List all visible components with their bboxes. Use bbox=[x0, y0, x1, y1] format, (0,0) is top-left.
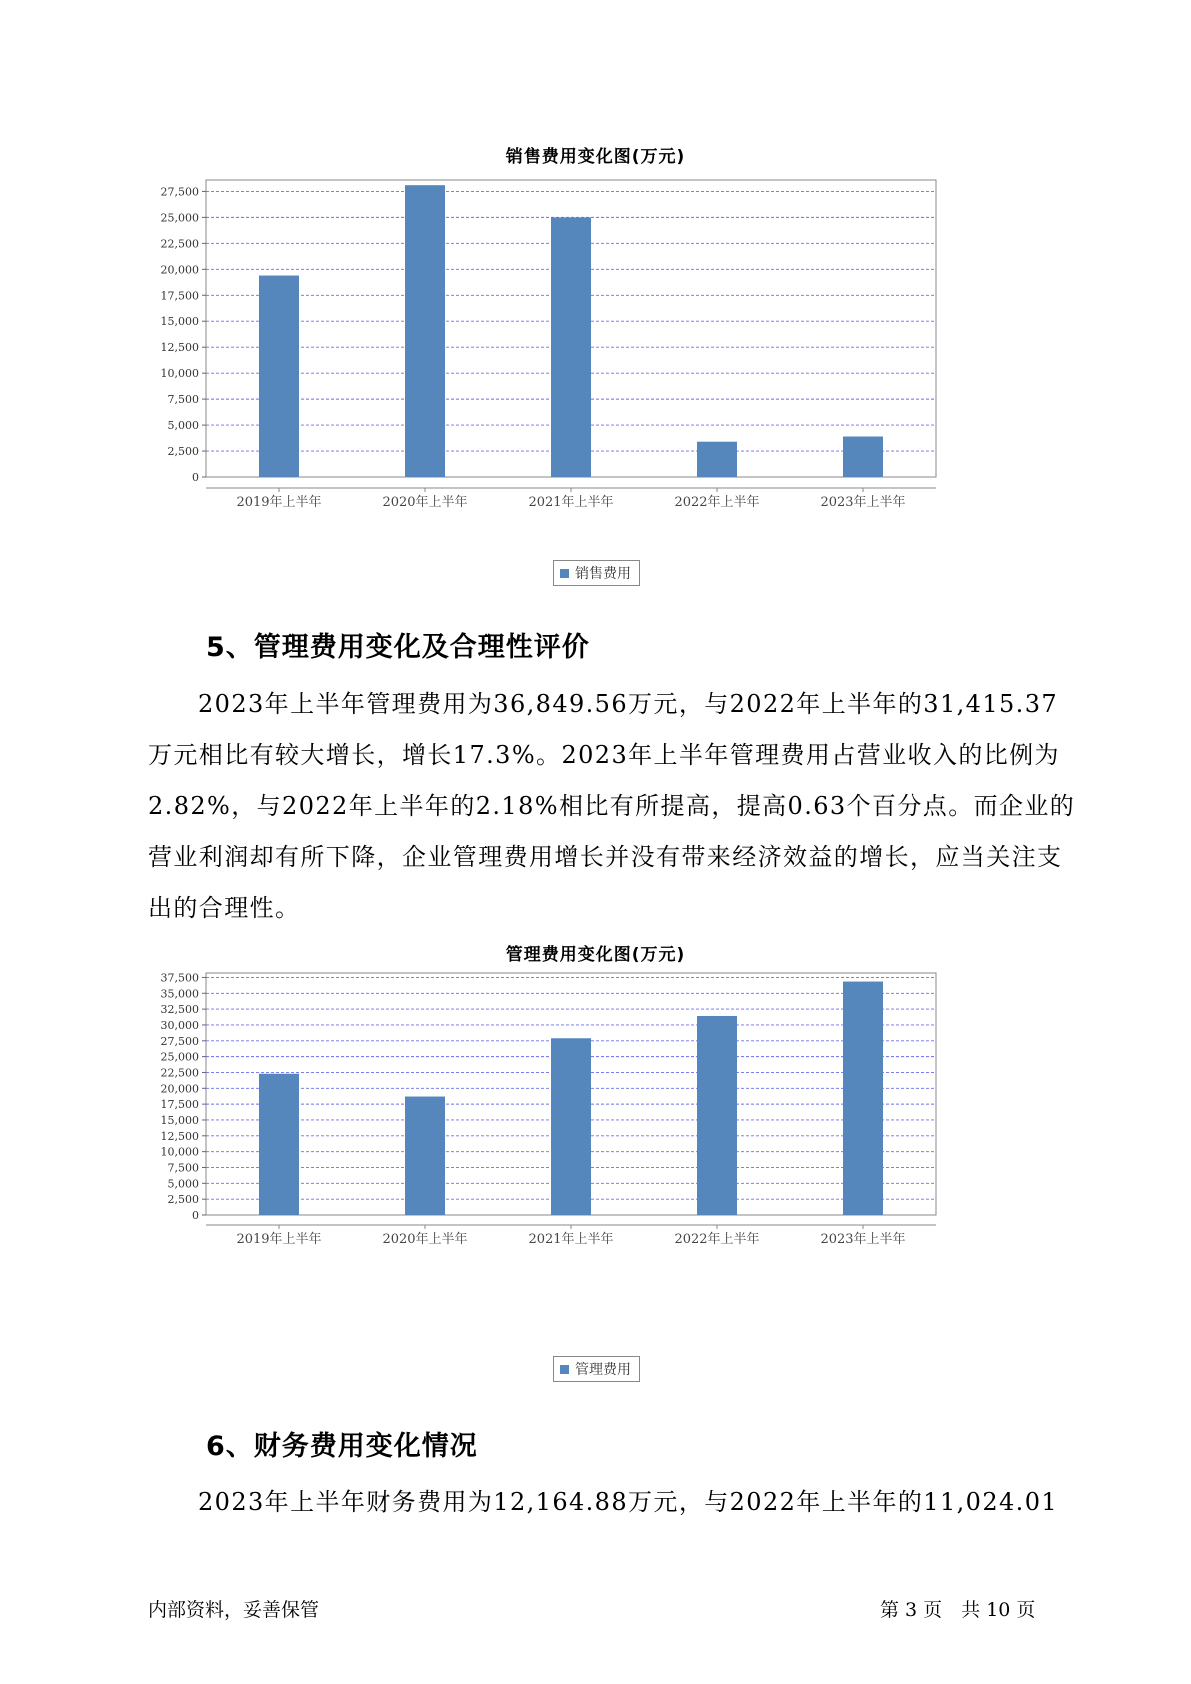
y-tick-label: 5,000 bbox=[167, 1177, 199, 1191]
y-tick-label: 2,500 bbox=[167, 445, 199, 459]
legend-swatch bbox=[560, 569, 569, 578]
y-tick-label: 7,500 bbox=[167, 1161, 199, 1175]
x-tick-label: 2023年上半年 bbox=[820, 1232, 906, 1247]
legend-label: 销售费用 bbox=[575, 566, 631, 582]
section-5-heading: 5、管理费用变化及合理性评价 bbox=[206, 632, 590, 663]
bar bbox=[551, 1038, 591, 1215]
y-tick-label: 17,500 bbox=[160, 289, 199, 303]
bar bbox=[259, 1074, 299, 1215]
y-tick-label: 12,500 bbox=[160, 341, 199, 355]
bar bbox=[551, 217, 591, 477]
y-tick-label: 10,000 bbox=[160, 367, 199, 381]
y-tick-label: 20,000 bbox=[160, 263, 199, 277]
x-tick-label: 2021年上半年 bbox=[528, 495, 614, 510]
footer-page-number: 第 3 页 共 10 页 bbox=[880, 1599, 1036, 1621]
y-tick-label: 25,000 bbox=[160, 211, 199, 225]
sales-expense-legend bbox=[553, 560, 640, 586]
y-tick-label: 15,000 bbox=[160, 1113, 199, 1127]
y-tick-label: 5,000 bbox=[167, 419, 199, 433]
y-tick-label: 27,500 bbox=[160, 185, 199, 199]
x-tick-label: 2022年上半年 bbox=[674, 1232, 760, 1247]
admin-expense-bar-chart bbox=[0, 965, 1191, 1335]
admin-expense-legend bbox=[553, 1356, 640, 1382]
y-tick-label: 12,500 bbox=[160, 1129, 199, 1143]
x-tick-label: 2021年上半年 bbox=[528, 1232, 614, 1247]
y-tick-label: 15,000 bbox=[160, 315, 199, 329]
section-5-paragraph: 2023年上半年管理费用为36,849.56万元，与2022年上半年的31,415.37万元相比有较大增长，增长17.3%。2023年上半年管理费用占营业收入的比例为2.82%，与2022年上半年的2.18%相比有所提高，提高0.63个百分点。而企业的营业利润却有所下降，企业管理费用增长并没有带来经济效益的增长，应当关注支出的合理性。 bbox=[148, 690, 1076, 922]
sales-expense-bar-chart bbox=[0, 170, 1191, 550]
section-6-heading: 6、财务费用变化情况 bbox=[206, 1431, 478, 1462]
bar bbox=[405, 185, 445, 477]
y-tick-label: 22,500 bbox=[160, 1066, 199, 1080]
y-tick-label: 7,500 bbox=[167, 393, 199, 407]
x-tick-label: 2023年上半年 bbox=[820, 495, 906, 510]
y-tick-label: 0 bbox=[192, 1209, 199, 1222]
y-tick-label: 27,500 bbox=[160, 1034, 199, 1048]
y-tick-label: 32,500 bbox=[160, 1003, 199, 1017]
x-tick-label: 2022年上半年 bbox=[674, 495, 760, 510]
y-tick-label: 2,500 bbox=[167, 1193, 199, 1207]
legend-swatch bbox=[560, 1365, 569, 1374]
bar bbox=[843, 437, 883, 478]
y-tick-label: 10,000 bbox=[160, 1145, 199, 1159]
admin-expense-chart-title: 管理费用变化图(万元) bbox=[505, 945, 686, 965]
x-tick-label: 2019年上半年 bbox=[236, 1232, 322, 1247]
bar bbox=[259, 276, 299, 477]
y-tick-label: 37,500 bbox=[160, 971, 199, 985]
y-tick-label: 35,000 bbox=[160, 987, 199, 1001]
y-tick-label: 0 bbox=[192, 471, 199, 484]
x-tick-label: 2019年上半年 bbox=[236, 495, 322, 510]
y-tick-label: 20,000 bbox=[160, 1082, 199, 1096]
legend-label: 管理费用 bbox=[575, 1362, 631, 1378]
bar bbox=[405, 1097, 445, 1215]
bar bbox=[843, 982, 883, 1215]
footer-confidential-note: 内部资料，妥善保管 bbox=[148, 1599, 320, 1621]
sales-expense-chart-title: 销售费用变化图(万元) bbox=[505, 147, 686, 167]
y-tick-label: 22,500 bbox=[160, 237, 199, 251]
section-6-paragraph: 2023年上半年财务费用为12,164.88万元，与2022年上半年的11,024.01 bbox=[198, 1488, 1059, 1516]
x-tick-label: 2020年上半年 bbox=[382, 1232, 468, 1247]
y-tick-label: 17,500 bbox=[160, 1098, 199, 1112]
x-tick-label: 2020年上半年 bbox=[382, 495, 468, 510]
y-tick-label: 30,000 bbox=[160, 1018, 199, 1032]
y-tick-label: 25,000 bbox=[160, 1050, 199, 1064]
bar bbox=[697, 442, 737, 477]
bar bbox=[697, 1016, 737, 1215]
